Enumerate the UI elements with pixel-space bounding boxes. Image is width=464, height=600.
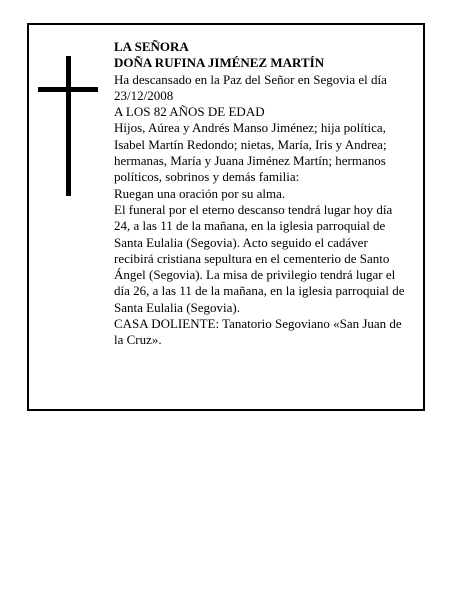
prayer-request: Ruegan una oración por su alma. <box>114 185 286 201</box>
cross-horizontal-bar <box>38 87 98 92</box>
cross-vertical-bar <box>66 56 71 196</box>
deceased-name: DOÑA RUFINA JIMÉNEZ MARTÍN <box>114 55 325 71</box>
notice-title: LA SEÑORA <box>114 39 189 54</box>
notice-text <box>114 39 410 349</box>
funeral-details: El funeral por el eterno descanso tendrá lugar hoy día 24, a las 11 de la mañana, en la iglesia parroquial de Santa Eulalia (Segovia). Acto seguido el cadáver recibirá cristiana sepultura en el cementerio de Santo Ángel (Segovia). La misa de privilegio tendrá lugar el día 26, a las 11 de la mañana, en la iglesia parroquial de Santa Eulalia (Segovia). <box>114 201 405 315</box>
family-list: Hijos, Aúrea y Andrés Manso Jiménez; hija política, Isabel Martín Redondo; nietas, María, Iris y Andrea; hermanas, María y Juana Jiménez Martín; hermanos políticos, sobrinos y demás familia: <box>114 120 387 185</box>
cross-icon <box>38 56 98 196</box>
mourning-house: CASA DOLIENTE: Tanatorio Segoviano «San Juan de la Cruz». <box>114 316 402 348</box>
death-statement: Ha descansado en la Paz del Señor en Segovia el día 23/12/2008 <box>114 71 387 103</box>
age-statement: A LOS 82 AÑOS DE EDAD <box>114 104 265 120</box>
